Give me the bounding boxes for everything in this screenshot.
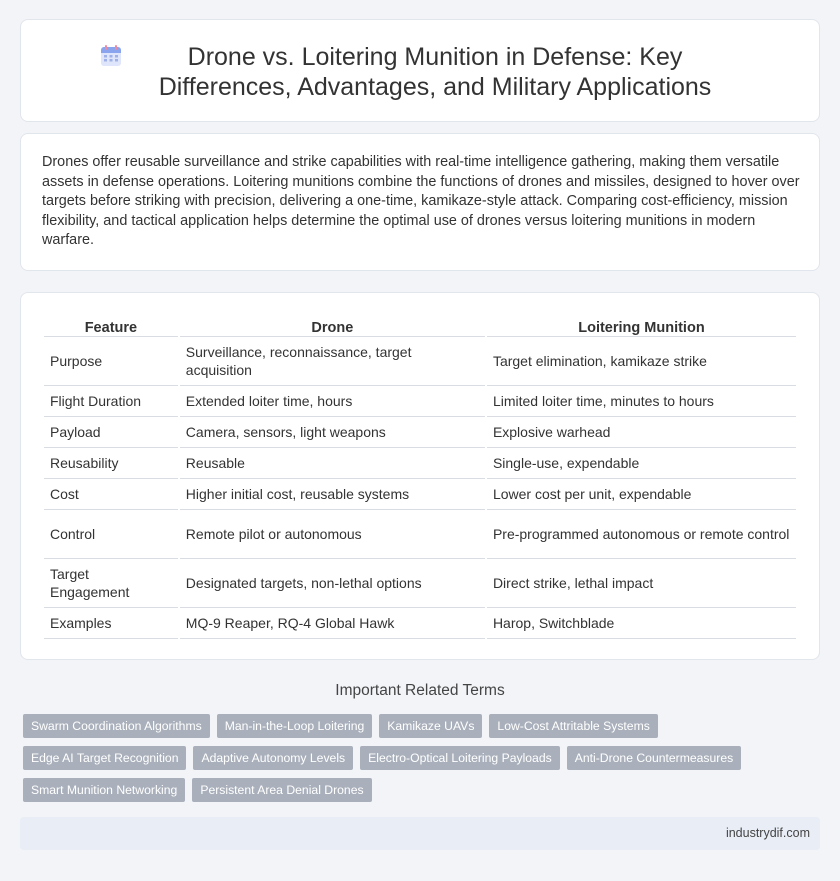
table-row: [44, 479, 796, 510]
drone-cell: Extended loiter time, hours: [180, 386, 485, 417]
feature-cell: Flight Duration: [44, 386, 178, 417]
comparison-table: [42, 314, 798, 639]
table-row: [44, 386, 796, 417]
title-card: [20, 19, 820, 122]
intro-paragraph: Drones offer reusable surveillance and strike capabilities with real-time intelligence gathering, making them versatile assets in defense operations. Loitering munitions combine the functions of drones and missiles, designed to hover over targets before striking with precision, delivering a one-time, kamikaze-style attack. Comparing cost-efficiency, mission flexibility, and tactical application helps determine the optimal use of drones versus loitering munitions in modern warfare.: [42, 154, 800, 248]
related-term-tag[interactable]: Man-in-the-Loop Loitering: [217, 714, 373, 738]
feature-cell: Control: [44, 510, 178, 559]
related-term-tag[interactable]: Anti-Drone Countermeasures: [567, 746, 742, 770]
munition-cell: Direct strike, lethal impact: [487, 559, 796, 608]
munition-cell: Single-use, expendable: [487, 448, 796, 479]
munition-cell: Harop, Switchblade: [487, 608, 796, 639]
table-row: [44, 510, 796, 559]
table-header-row: [44, 314, 796, 337]
table-row: [44, 448, 796, 479]
intro-card: [20, 133, 820, 271]
header-feature: Feature: [44, 314, 178, 337]
munition-cell: Target elimination, kamikaze strike: [487, 337, 796, 386]
feature-cell: Reusability: [44, 448, 178, 479]
footer-site-link[interactable]: industrydif.com: [725, 826, 810, 840]
drone-cell: Surveillance, reconnaissance, target acquisition: [180, 337, 485, 386]
related-terms-heading: Important Related Terms: [335, 682, 505, 699]
feature-cell: Examples: [44, 608, 178, 639]
related-term-tag[interactable]: Swarm Coordination Algorithms: [23, 714, 210, 738]
related-terms-list: [23, 714, 823, 802]
comparison-table-card: [20, 292, 820, 660]
drone-cell: Designated targets, non-lethal options: [180, 559, 485, 608]
feature-cell: Payload: [44, 417, 178, 448]
drone-cell: Reusable: [180, 448, 485, 479]
header-drone: Drone: [180, 314, 485, 337]
related-term-tag[interactable]: Persistent Area Denial Drones: [192, 778, 371, 802]
munition-cell: Limited loiter time, minutes to hours: [487, 386, 796, 417]
related-term-tag[interactable]: Smart Munition Networking: [23, 778, 185, 802]
drone-cell: Higher initial cost, reusable systems: [180, 479, 485, 510]
drone-cell: MQ-9 Reaper, RQ-4 Global Hawk: [180, 608, 485, 639]
table-row: [44, 417, 796, 448]
munition-cell: Explosive warhead: [487, 417, 796, 448]
related-term-tag[interactable]: Kamikaze UAVs: [379, 714, 482, 738]
drone-cell: Camera, sensors, light weapons: [180, 417, 485, 448]
footer: [20, 817, 820, 850]
table-row: [44, 608, 796, 639]
table-row: [44, 337, 796, 386]
table-row: [44, 559, 796, 608]
feature-cell: Cost: [44, 479, 178, 510]
drone-cell: Remote pilot or autonomous: [180, 510, 485, 559]
related-term-tag[interactable]: Edge AI Target Recognition: [23, 746, 186, 770]
feature-cell: Target Engagement: [44, 559, 178, 608]
related-term-tag[interactable]: Electro-Optical Loitering Payloads: [360, 746, 560, 770]
related-term-tag[interactable]: Adaptive Autonomy Levels: [193, 746, 353, 770]
feature-cell: Purpose: [44, 337, 178, 386]
header-loitering-munition: Loitering Munition: [487, 314, 796, 337]
munition-cell: Pre-programmed autonomous or remote control: [487, 510, 796, 559]
munition-cell: Lower cost per unit, expendable: [487, 479, 796, 510]
related-term-tag[interactable]: Low-Cost Attritable Systems: [489, 714, 657, 738]
page-title: Drone vs. Loitering Munition in Defense: Key Differences, Advantages, and Military Applications: [158, 43, 712, 101]
